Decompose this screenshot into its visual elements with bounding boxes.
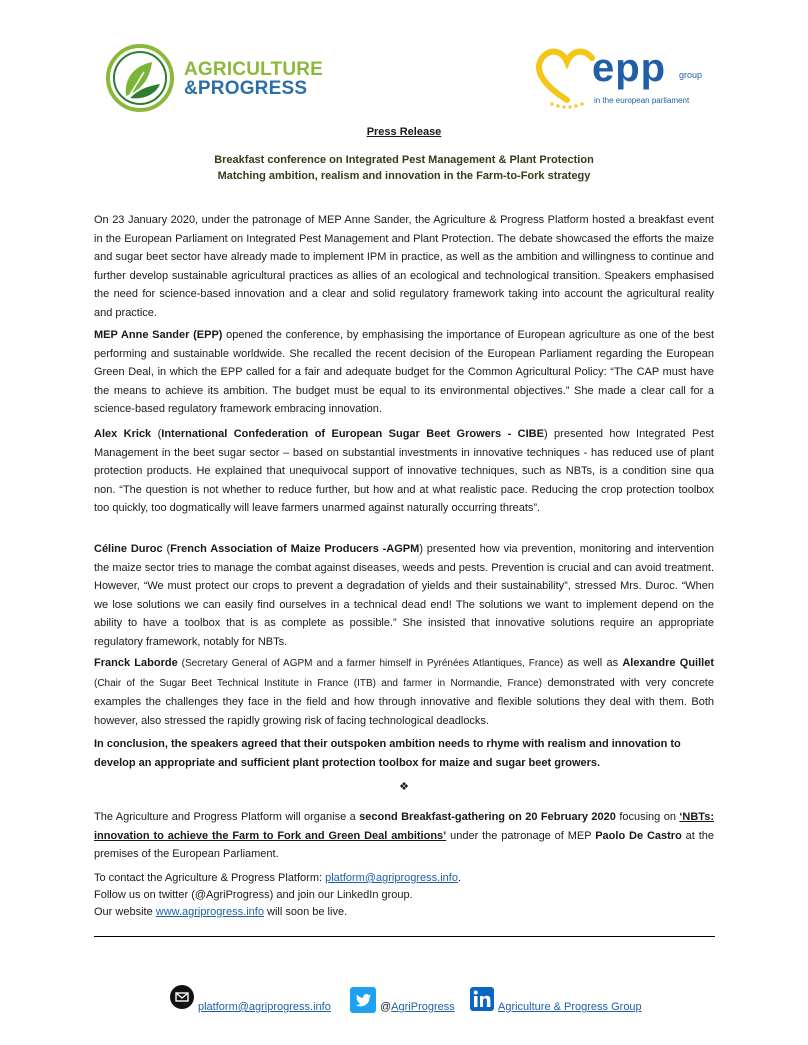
contact-text: will soon be live. (263, 906, 348, 918)
contact-text: Our website (94, 906, 156, 918)
ap-wordmark (184, 60, 323, 98)
conclusion-paragraph: In conclusion, the speakers agreed that their outspoken ambition needs to rhyme with realism and innovation to develop an appropriate and sufficient plant protection toolbox for maize and sugar beet growers. (94, 738, 681, 769)
website-line (94, 904, 714, 921)
website-link[interactable]: www.agriprogress.info (155, 906, 264, 918)
paren-open: ( (162, 543, 171, 555)
contact-email-link[interactable]: platform@agriprogress.info (325, 872, 458, 884)
footer-divider (94, 936, 715, 937)
speaker-org: French Association of Maize Producers -AGPM (170, 543, 420, 555)
paragraph-text: demonstrated with very concrete examples the challenges they face in the field and how through innovative and flexible solutions they deal with them. Both however, also stressed the rapidly growing risk of facing technological deadlocks. (94, 676, 714, 727)
laborde-quillet-paragraph (94, 654, 714, 730)
mep-name: Paolo De Castro (595, 829, 682, 842)
event-date: second Breakfast-gathering on 20 February 2020 (359, 811, 616, 823)
speaker-role: (Chair of the Sugar Beet Technical Institute in France (ITB) and farmer in Normandie, France) (94, 677, 542, 689)
epp-subtitle: in the european parliament (594, 96, 690, 105)
speaker-name: Alexandre Quillet (622, 657, 714, 669)
speaker-name: Céline Duroc (94, 543, 163, 555)
connector-text: as well as (563, 657, 623, 669)
paragraph-text: The Agriculture and Progress Platform will organise a (94, 811, 360, 823)
speaker-name: Franck Laborde (94, 657, 178, 669)
social-line: Follow us on twitter (@AgriProgress) and join our LinkedIn group. (94, 889, 413, 901)
separator-ornament: ❖ (399, 781, 409, 793)
epp-group-label: group (679, 70, 703, 80)
paragraph-text: ) presented how via prevention, monitoring and intervention the maize sector tries to manage the combat against diseases, weeds and pests. Prevention is crucial and can avoid treatment. However, “We must protect our crops to prevent a degradation of yields and their sustainability”, stressed Mrs. Duroc. “When we lose solutions we can easily find ourselves in a technical dead end! The solutions we want to implement depend on the ability to have a toolbox that is as complete as possible.” She insisted that innovative solutions require an appropriate regulatory framework, notably for NBTs. (94, 543, 714, 648)
paragraph-text: at the premises of the European Parliament. (94, 829, 715, 861)
contact-block (94, 870, 714, 921)
speaker-name: MEP Anne Sander (EPP) (94, 329, 223, 341)
paragraph-text: under the patronage of MEP (446, 829, 596, 842)
ap-wordmark-line2: &PROGRESS (184, 78, 308, 99)
event-topic: ‘NBTs: innovation to achieve the Farm to Fork and Green Deal ambitions’ (94, 811, 714, 842)
speaker-role: (Secretary General of AGPM and a farmer himself in Pyrénées Atlantiques, France) (177, 658, 564, 669)
paragraph-text: focusing on (615, 811, 680, 823)
twitter-icon (350, 987, 376, 1013)
epp-group-logo (532, 42, 703, 112)
paragraph-text: opened the conference, by emphasising the importance of European agriculture as one of the best performing and sustainable worldwide. She recalled the recent decision of the European Parliament regarding the European Green Deal, in which the EPP called for a fair and adequate budget for the Common Agricultural Policy: “The CAP must have the means to achieve its ambition. The budget must be equal to its environmental objectives.” She made a clear call for a science-based regulatory framework embracing innovation. (94, 329, 714, 416)
footer-twitter-handle (380, 1001, 455, 1013)
sander-paragraph (94, 326, 714, 419)
headline: Breakfast conference on Integrated Pest Management & Plant Protection (214, 154, 594, 166)
next-event-paragraph (94, 808, 714, 864)
footer-email-link[interactable]: platform@agriprogress.info (198, 1001, 331, 1013)
paren-open: ( (151, 428, 162, 440)
contact-text: . (457, 872, 462, 884)
footer-linkedin-link[interactable]: Agriculture & Progress Group (498, 1001, 642, 1013)
krick-paragraph (94, 425, 714, 518)
footer-twitter-link[interactable]: AgriProgress (391, 1001, 455, 1013)
ap-wordmark-line1: AGRICULTURE (184, 59, 324, 80)
speaker-org: International Confederation of European Sugar Beet Growers - CIBE (161, 428, 544, 440)
duroc-paragraph (94, 540, 714, 652)
subheadline: Matching ambition, realism and innovation in the Farm-to-Fork strategy (217, 170, 591, 182)
contact-line (94, 870, 714, 887)
intro-paragraph: On 23 January 2020, under the patronage of MEP Anne Sander, the Agriculture & Progress Platform hosted a breakfast event in the European Parliament on Integrated Pest Management and Plant Protection. The debate showcased the efforts the maize and sugar beet sector have already made to implement IPM in practice, as well as the ambition and willingness to continue and further develop sustainable agricultural practices as allies of an ecological and technological transition. Speakers emphasised the need for science-based innovation and a clear and solid regulatory framework taking into account the agricultural reality and practice. (94, 214, 714, 319)
linkedin-icon (470, 987, 494, 1011)
press-release-label: Press Release (366, 126, 442, 138)
agriculture-progress-logo (100, 38, 324, 118)
contact-text: To contact the Agriculture & Progress Platform: (94, 872, 326, 884)
leaf-emblem-icon (100, 38, 180, 118)
speaker-name: Alex Krick (94, 428, 152, 440)
email-icon (170, 985, 194, 1009)
paragraph-text: ) presented how Integrated Pest Management in the beet sugar sector – based on substantial investments in innovative techniques - has reduced use of plant protection products. He explained that unequivocal support of innovative techniques, such as NBTs, is a condition sine qua non. “The question is not whether to reduce further, but how and at what realistic pace. Reducing the crop protection toolbox too quickly, too dogmatically will leave farmers unarmed against naturally occurring threats”. (94, 428, 714, 515)
twitter-at-sign: @ (380, 1001, 392, 1013)
epp-wordmark: epp (592, 46, 667, 90)
